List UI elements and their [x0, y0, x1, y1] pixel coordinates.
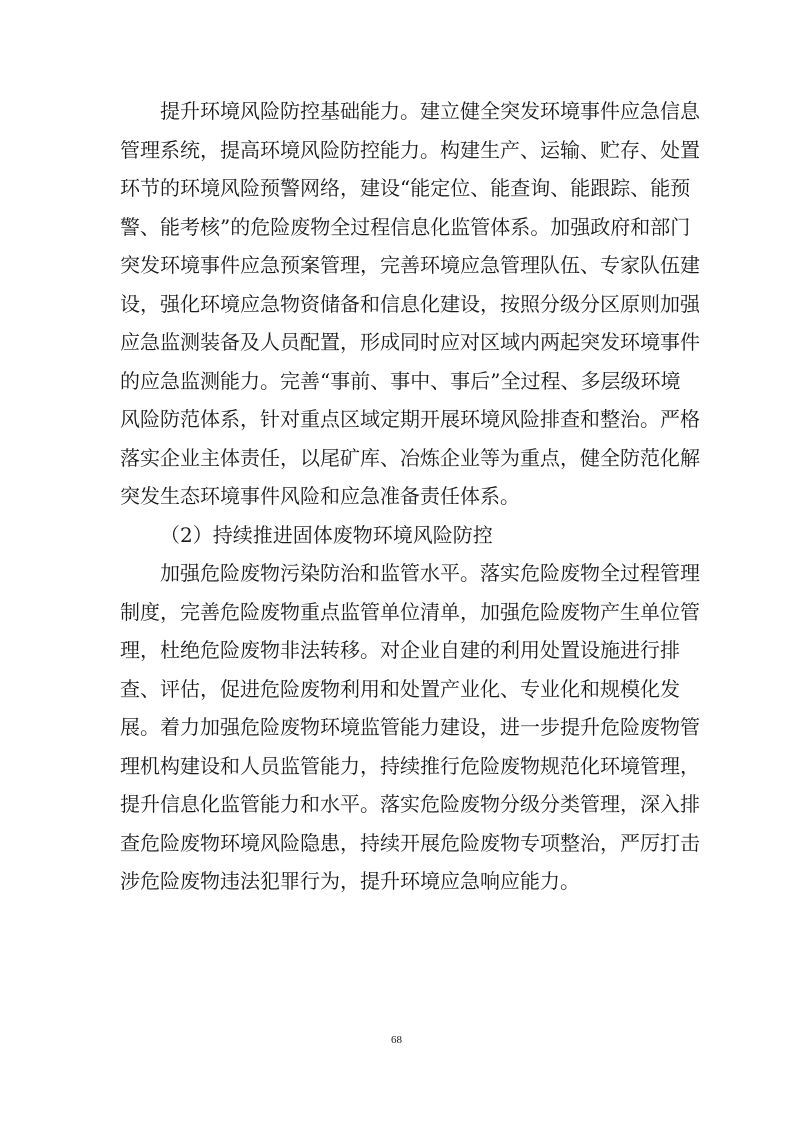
text-line: 设，强化环境应急物资储备和信息化建设，按照分级分区原则加强: [120, 291, 700, 316]
paragraph: [120, 92, 700, 516]
text-line: 制度，完善危险废物重点监管单位清单，加强危险废物产生单位管: [120, 599, 700, 624]
text-line: 突发环境事件应急预案管理，完善环境应急管理队伍、专家队伍建: [120, 253, 700, 277]
text-line: 查危险废物环境风险隐患，持续开展危险废物专项整治，严厉打击: [120, 830, 700, 855]
body-text: [120, 92, 700, 901]
text-line: 加强危险废物污染防治和监管水平。落实危险废物全过程管理: [160, 561, 700, 585]
text-line: 的应急监测能力。完善“事前、事中、事后”全过程、多层级环境: [120, 368, 681, 393]
text-line: 涉危险废物违法犯罪行为，提升环境应急响应能力。: [120, 869, 580, 893]
section-heading-block: [120, 516, 676, 555]
text-line: 理，杜绝危险废物非法转移。对企业自建的利用处置设施进行排: [120, 638, 680, 662]
section-heading: （2）持续推进固体废物环境风险防控: [160, 522, 493, 547]
text-line: 管理系统，提高环境风险防控能力。构建生产、运输、贮存、处置: [120, 137, 700, 162]
text-line: 应急监测装备及人员配置，形成同时应对区域内两起突发环境事件: [120, 330, 700, 354]
text-line: 警、能考核”的危险废物全过程信息化监管体系。加强政府和部门: [120, 214, 691, 239]
text-line: 风险防范体系，针对重点区域定期开展环境风险排查和整治。严格: [120, 407, 700, 431]
paragraph: [120, 554, 700, 901]
text-line: 理机构建设和人员监管能力，持续推行危险废物规范化环境管理，: [120, 753, 700, 778]
text-line: 突发生态环境事件风险和应急准备责任体系。: [120, 484, 520, 508]
text-line: 提升环境风险防控基础能力。建立健全突发环境事件应急信息: [160, 99, 700, 123]
text-line: 提升信息化监管能力和水平。落实危险废物分级分类管理，深入排: [120, 792, 700, 816]
text-line: 环节的环境风险预警网络，建设“能定位、能查询、能跟踪、能预: [120, 176, 691, 200]
page-number: 68: [391, 1034, 402, 1046]
text-line: 查、评估，促进危险废物利用和处置产业化、专业化和规模化发: [120, 676, 680, 701]
text-line: 落实企业主体责任，以尾矿库、冶炼企业等为重点，健全防范化解: [120, 445, 700, 470]
text-line: 展。着力加强危险废物环境监管能力建设，进一步提升危险废物管: [120, 715, 700, 739]
